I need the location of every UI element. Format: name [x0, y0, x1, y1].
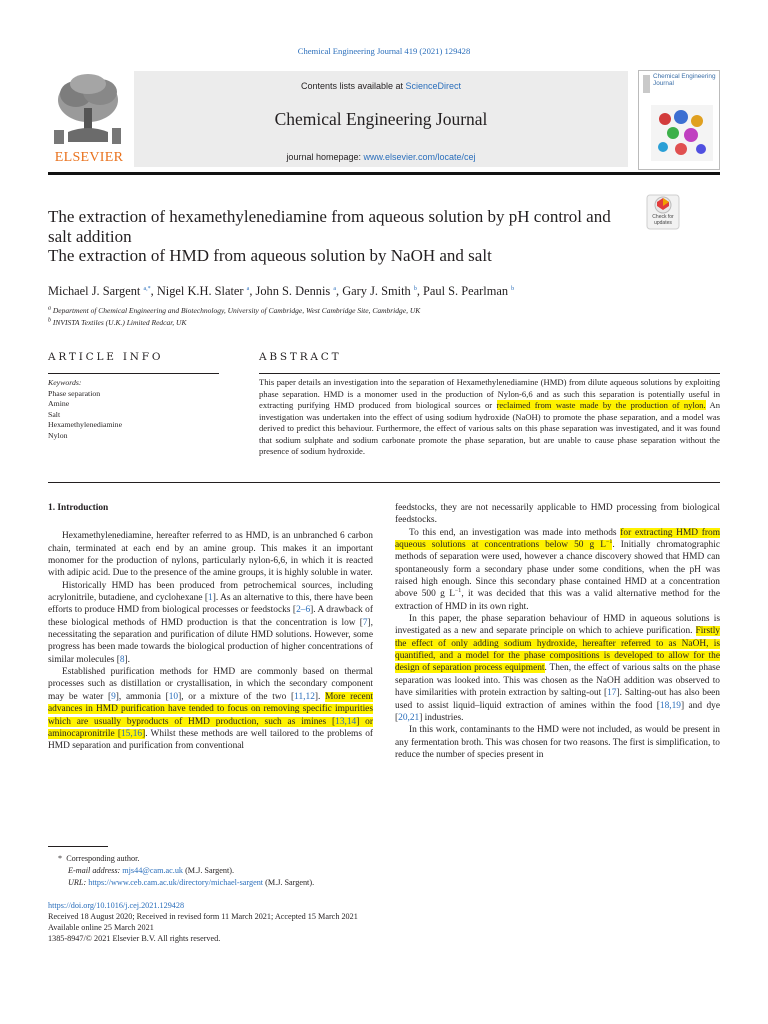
affiliation-sup: a — [48, 305, 51, 312]
citation-link[interactable]: 1 — [208, 593, 213, 604]
text-run: ], ammonia [ — [115, 691, 169, 702]
article-title-short: The extraction of HMD from aqueous solution by NaOH and salt — [48, 246, 492, 265]
copyright: 1385-8947/© 2021 Elsevier B.V. All rights reserved. — [48, 934, 221, 943]
author-affiliation-sup[interactable]: b — [511, 285, 515, 292]
text-run: ]. As an alternative to this, there have been efforts to produce HMD from biological processes or feedstocks [ — [48, 593, 373, 616]
keyword-item: Salt — [48, 409, 61, 419]
intro-paragraph-3 — [48, 666, 373, 752]
intro-paragraph-5 — [395, 613, 720, 724]
author-affiliation-sup[interactable]: a,* — [143, 285, 151, 292]
keywords-label: Keywords: — [48, 378, 82, 387]
text-run: for extracting HMD from aqueous solutions at concentrations below 50 g L — [395, 527, 721, 551]
superscript: −1 — [454, 588, 462, 595]
text-run: To this end, an investigation was made into methods — [409, 527, 621, 538]
article-title-main: The extraction of hexamethylenediamine from aqueous solution by pH control and salt addition — [48, 207, 611, 246]
body-column-left — [48, 502, 373, 753]
text-run: ], necessitating the separation and purification of dilute HMD solutions. However, some progress has been made towards the biological production of higher concentrations of similar molecules [ — [48, 617, 373, 665]
homepage-prefix: journal homepage: — [286, 152, 364, 162]
citation-link[interactable]: 7 — [362, 617, 368, 628]
text-run: Established purification methods for HMD are commonly based on thermal processes such as distillation or crystallisation, in which the secondary component may be water [ — [48, 667, 373, 702]
citation-link[interactable]: 11,12 — [294, 691, 315, 702]
journal-reference-link[interactable]: Chemical Engineering Journal 419 (2021) 129428 — [297, 46, 471, 56]
available-online: Available online 25 March 2021 — [48, 923, 154, 932]
author-list: Michael J. Sargent $^{a,*}$, Nigel K.H. Slater $^a$, John S. Dennis $^a$, Gary J. Smith $^b$, Paul S. Pearlman $^b$ — [48, 284, 515, 298]
text-run: In this paper, the phase separation behaviour of HMD in aqueous solutions is investigated as a new and separate principle on which to achieve purification. — [395, 614, 720, 637]
keyword-item: Hexamethylenediamine — [48, 420, 123, 429]
email-link[interactable]: mjs44@cam.ac.uk — [122, 866, 184, 875]
affiliation-text: INVISTA Textiles (U.K.) Limited Redcar, UK — [52, 318, 187, 327]
text-run: , it was decided that this was a valid alternative method for the extraction of HMD in its own right. — [395, 589, 720, 612]
affiliation-text: Department of Chemical Engineering and Biotechnology, University of Cambridge, West Cambridge Site, Cambridge, UK — [52, 306, 421, 315]
corresponding-author-note: * Corresponding author. — [58, 854, 140, 863]
cover-graphic-icon — [651, 105, 713, 161]
text-run: ]. A drawback of these biological methods of HMD production is that the concentration is low [ — [48, 605, 373, 628]
section-heading-introduction: 1. Introduction — [48, 503, 109, 513]
journal-title: Chemical Engineering Journal — [274, 109, 488, 129]
highlighted-text: Firstly the effect of only adding sodium hydroxide, hereafter referred to as NaOH, is quantified, and a model for the phase compositions is developed to allow for the design of separation process equipment — [395, 626, 720, 674]
affiliation-b — [48, 318, 688, 327]
text-run: ]. — [314, 691, 326, 702]
text-run: ] industries. — [419, 712, 464, 723]
text-run: More recent advances in HMD purification have tended to focus on removing specific impurities which are usually byproducts of HMD production, such as imines [ — [48, 691, 373, 727]
text-run: ], or a mixture of the two [ — [178, 691, 295, 702]
author-affiliation-sup[interactable]: a — [333, 285, 337, 292]
citation-link[interactable]: 9 — [111, 691, 116, 702]
article-title — [48, 207, 628, 266]
abstract-part1: This paper details an investigation into the separation of Hexamethylenediamine (HMD) from dilute aqueous solutions by exploiting phase separation. HMD is a monomer used in the production of Nylon-6,6 and as such this separation is potentially useful in extracting purifying HMD produced from biological sources or — [259, 377, 720, 410]
affiliation-a — [48, 306, 688, 315]
citation-link[interactable]: 13,14 — [335, 716, 357, 727]
author-name[interactable]: John S. Dennis — [255, 284, 331, 298]
email-owner: (M.J. Sargent). — [185, 866, 235, 875]
url-line — [48, 877, 448, 889]
homepage-link[interactable]: www.elsevier.com/locate/cej — [363, 152, 476, 162]
intro-paragraph-4 — [395, 527, 720, 613]
text-run: ] and dye [ — [395, 700, 720, 723]
citation-link[interactable]: 17 — [607, 688, 617, 699]
check-for-updates-button[interactable] — [646, 194, 680, 230]
text-run: . Whilst these methods are well tailored to the problems of HMD separation and purification from conventional — [48, 728, 374, 752]
superscript: −1 — [605, 538, 613, 545]
sciencedirect-link[interactable]: ScienceDirect — [405, 81, 462, 91]
url-owner: (M.J. Sargent). — [265, 878, 315, 887]
author-name[interactable]: Michael J. Sargent — [48, 284, 141, 298]
article-info-divider — [48, 373, 219, 374]
email-line — [48, 865, 448, 877]
text-run: ] — [142, 728, 146, 739]
abstract-heading: ABSTRACT — [259, 351, 342, 363]
abstract-highlight: reclaimed from waste made by the production of nylon. — [496, 400, 706, 410]
abstract-text — [259, 377, 720, 458]
tree-logo-icon — [48, 70, 130, 150]
contents-line — [134, 81, 628, 91]
keyword-item: Phase separation — [48, 388, 101, 398]
text-run: . Then, the effect of various salts on the phase separation was looked into. This was chosen as the NaOH addition was observed to have similarities with protein extraction by salting-out [ — [395, 663, 720, 699]
citation-link[interactable]: 18,19 — [659, 700, 681, 711]
keyword-item: Nylon — [48, 430, 68, 440]
received-dates: Received 18 August 2020; Received in revised form 11 March 2021; Accepted 15 March 2021 — [48, 912, 358, 921]
author-name[interactable]: Paul S. Pearlman — [423, 284, 509, 298]
author-name[interactable]: Nigel K.H. Slater — [156, 284, 244, 298]
abstract-part2: An investigation was undertaken into the effect of using sodium hydroxide (NaOH) to promote the phase separation, and a model was derived to predict this behaviour. Furthermore, the effect of various salts on this phase separation was investigated, and it was found that sodium sulphate and sodium carbonate promote the phase separation, but are unable to cause phase separation without the presence of sodium hydroxide. — [259, 400, 721, 456]
text-run: ]. Salting-out has also been used to assist liquid–liquid extraction of amines within the food [ — [395, 688, 720, 711]
citation-link[interactable]: 20,21 — [398, 712, 420, 723]
citation-link[interactable]: 2–6 — [296, 605, 311, 616]
url-label: URL: — [68, 878, 87, 887]
check-for-updates-label: Check for updates — [652, 214, 674, 226]
text-run: Historically HMD has been produced from petrochemical sources, including acrylonitrile, butadiene, and cyclohexane [ — [48, 580, 373, 604]
text-run: ] or aminocapronitrile [ — [48, 716, 373, 739]
journal-banner — [134, 71, 628, 167]
header-divider — [48, 172, 720, 175]
elsevier-wordmark: ELSEVIER — [54, 150, 124, 165]
publication-info — [48, 900, 548, 944]
journal-cover-thumbnail — [638, 70, 720, 170]
homepage-line — [134, 152, 628, 162]
corresponding-author-text: Corresponding author. — [66, 854, 140, 863]
citation-link[interactable]: 10 — [168, 691, 179, 702]
footnote-divider — [48, 846, 108, 847]
intro-paragraph-3-cont: feedstocks, they are not necessarily applicable to HMD processing from biological feedstocks. — [395, 503, 720, 526]
citation-link[interactable]: 15,16 — [120, 728, 143, 739]
author-affiliation-sup[interactable]: a — [246, 285, 250, 292]
text-run: ]. — [124, 654, 131, 665]
intro-paragraph-2 — [48, 580, 373, 666]
affiliation-sup: b — [48, 317, 51, 324]
cover-title: Chemical Engineering Journal — [653, 73, 716, 87]
journal-header — [48, 70, 720, 174]
keywords-block — [48, 378, 218, 441]
email-label: E-mail address: — [68, 866, 121, 875]
author-affiliation-sup[interactable]: b — [413, 285, 417, 292]
article-info-heading: ARTICLE INFO — [48, 351, 164, 363]
intro-paragraph-1: Hexamethylenediamine, hereafter referred to as HMD, is an unbranched 6 carbon chain, terminated at each end by an amine group. This makes it an important monomer for the production of nylons, particularly nylon-6,6, in which it is reacted with adipic acid. Due to the presence of the amine groups, it is highly soluble in water. — [48, 531, 373, 579]
contents-prefix: Contents lists available at — [300, 81, 406, 91]
elsevier-tree-logo — [48, 70, 130, 168]
author-url-link[interactable]: https://www.ceb.cam.ac.uk/directory/michael-sargent — [88, 878, 264, 887]
cover-logo-strip — [643, 75, 650, 93]
doi-link[interactable]: https://doi.org/10.1016/j.cej.2021.129428 — [48, 901, 185, 910]
author-name[interactable]: Gary J. Smith — [342, 284, 411, 298]
text-run: . Initially chromatographic methods of separation were used, however a chance discovery showed that HMD can spontaneously form a secondary phase under some conditions, when the pH was raised high enough. Since this secondary phase contained HMD at a concentration above 500 g L — [395, 540, 720, 600]
keyword-item: Amine — [48, 399, 70, 408]
footnote — [48, 853, 448, 889]
abstract-bottom-divider — [48, 482, 720, 483]
body-column-right — [395, 502, 720, 761]
intro-paragraph-6: In this work, contaminants to the HMD were not included, as would be present in any fermentation broth. This was chosen for two reasons. The first is simplification, to reduce the number of species present in — [395, 725, 720, 760]
abstract-divider — [259, 373, 720, 374]
citation-link[interactable]: 8 — [119, 654, 125, 665]
